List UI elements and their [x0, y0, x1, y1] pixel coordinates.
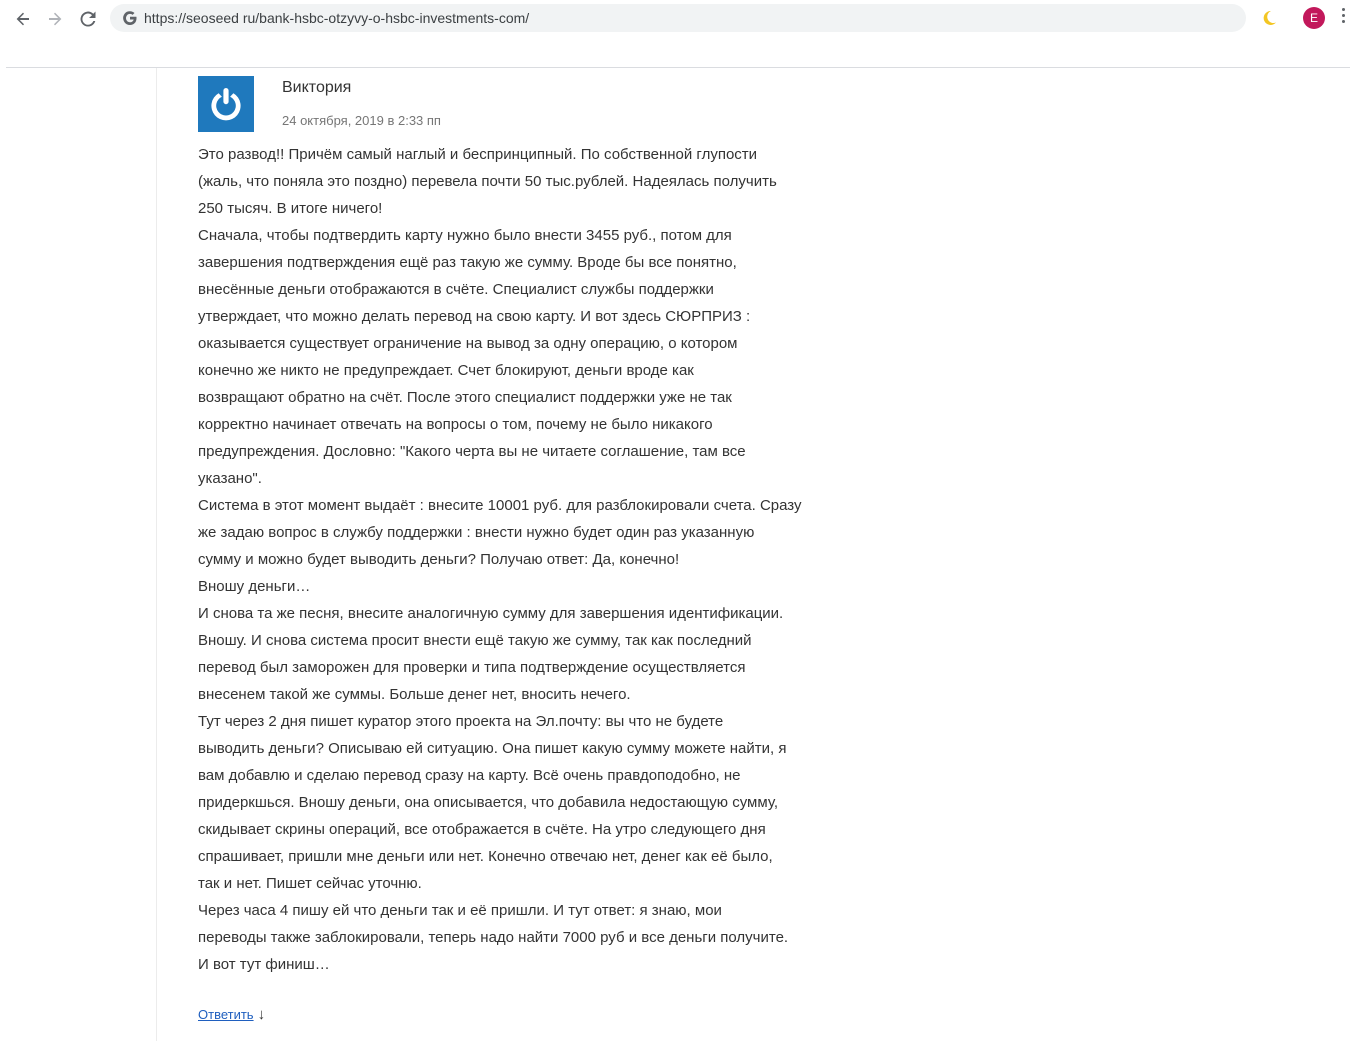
back-button[interactable]: [10, 6, 36, 32]
comment-line: выводить деньги? Описываю ей ситуацию. Она пишет какую сумму можете найти, я: [198, 740, 787, 757]
reload-button[interactable]: [75, 6, 101, 32]
comment-line: Через часа 4 пишу ей что деньги так и её пришли. И тут ответ: я знаю, мои: [198, 902, 722, 919]
forward-button[interactable]: [42, 6, 68, 32]
arrow-right-icon: [46, 10, 64, 28]
comment-line: вам добавлю и сделаю перевод сразу на карту. Всё очень правдоподобно, не: [198, 767, 741, 784]
dark-mode-extension-icon[interactable]: [1260, 9, 1278, 27]
comment-line: указано".: [198, 470, 262, 487]
reply-label: Ответить: [198, 1007, 254, 1022]
toolbar-divider: [6, 67, 1350, 68]
more-menu-icon[interactable]: [1340, 8, 1346, 28]
comment-line: Тут через 2 дня пишет куратор этого проекта на Эл.почту: вы что не будете: [198, 713, 724, 730]
comment-line: Сначала, чтобы подтвердить карту нужно было внести 3455 руб., потом для: [198, 227, 732, 244]
comment-line: (жаль, что поняла это поздно) перевела почти 50 тыс.рублей. Надеялась получить: [198, 173, 777, 190]
comment-line: предупреждения. Дословно: "Какого черта вы не читаете соглашение, там все: [198, 443, 746, 460]
browser-toolbar: [0, 0, 1350, 68]
comment-line: же задаю вопрос в службу поддержки : внести нужно будет один раз указанную: [198, 524, 755, 541]
reload-icon: [79, 10, 97, 28]
comment-line: Система в этот момент выдаёт : внесите 10001 руб. для разблокировали счета. Сразу: [198, 497, 802, 514]
comment-line: перевод был заморожен для проверки и типа подтверждение осуществляется: [198, 659, 746, 676]
comment-line: 250 тысяч. В итоге ничего!: [198, 200, 383, 217]
comment-line: внесенем такой же суммы. Больше денег нет, вносить нечего.: [198, 686, 631, 703]
address-bar[interactable]: [110, 4, 1246, 32]
comment-line: завершения подтверждения ещё раз такую же сумму. Вроде бы все понятно,: [198, 254, 737, 271]
content-left-border: [156, 68, 157, 1041]
comment-line: Вношу. И снова система просит внести ещё такую же сумму, так как последний: [198, 632, 752, 649]
reply-button[interactable]: [198, 1006, 265, 1023]
url-text: https://seoseed ru/bank-hsbc-otzyvy-o-hsbc-investments-com/: [144, 10, 530, 26]
comment-line: корректно начинает отвечать на вопросы о том, почему не было никакого: [198, 416, 713, 433]
comment-line: возвращают обратно на счёт. После этого специалист поддержки уже не так: [198, 389, 732, 406]
comment-line: внесённые деньги отображаются в счёте. Специалист службы поддержки: [198, 281, 714, 298]
comment-line: переводы также заблокировали, теперь надо найти 7000 руб и все деньги получите.: [198, 929, 789, 946]
arrow-down-icon: ↓: [257, 1006, 266, 1023]
comment-line: утверждает, что можно делать перевод на свою карту. И вот здесь СЮРПРИЗ :: [198, 308, 751, 325]
comment-line: скидывает скрины операций, все отображается в счёте. На утро следующего дня: [198, 821, 766, 838]
power-icon: [205, 83, 247, 125]
profile-avatar[interactable]: E: [1303, 7, 1325, 29]
comment-line: сумму и можно будет выводить деньги? Получаю ответ: Да, конечно!: [198, 551, 680, 568]
comment-line: так и нет. Пишет сейчас уточню.: [198, 875, 422, 892]
comment-date[interactable]: 24 октября, 2019 в 2:33 пп: [282, 113, 441, 128]
comment-line: спрашивает, пришли мне деньги или нет. Конечно отвечаю нет, денег как её было,: [198, 848, 773, 865]
comment-line: придеркшься. Вношу деньги, она описывается, что добавила недостающую сумму,: [198, 794, 778, 811]
comment-line: И вот тут финиш…: [198, 956, 330, 973]
comment-author: Виктория: [282, 79, 352, 96]
google-icon: [122, 10, 138, 26]
comment-text: [198, 141, 830, 978]
comment-line: И снова та же песня, внесите аналогичную сумму для завершения идентификации.: [198, 605, 784, 622]
comment-line: оказывается существует ограничение на вывод за одну операцию, о котором: [198, 335, 738, 352]
comment-line: конечно же никто не предупреждает. Счет блокируют, деньги вроде как: [198, 362, 694, 379]
arrow-left-icon: [14, 10, 32, 28]
avatar: [198, 76, 254, 132]
comment-line: Это развод!! Причём самый наглый и беспринципный. По собственной глупости: [198, 146, 758, 163]
comment-line: Вношу деньги…: [198, 578, 311, 595]
